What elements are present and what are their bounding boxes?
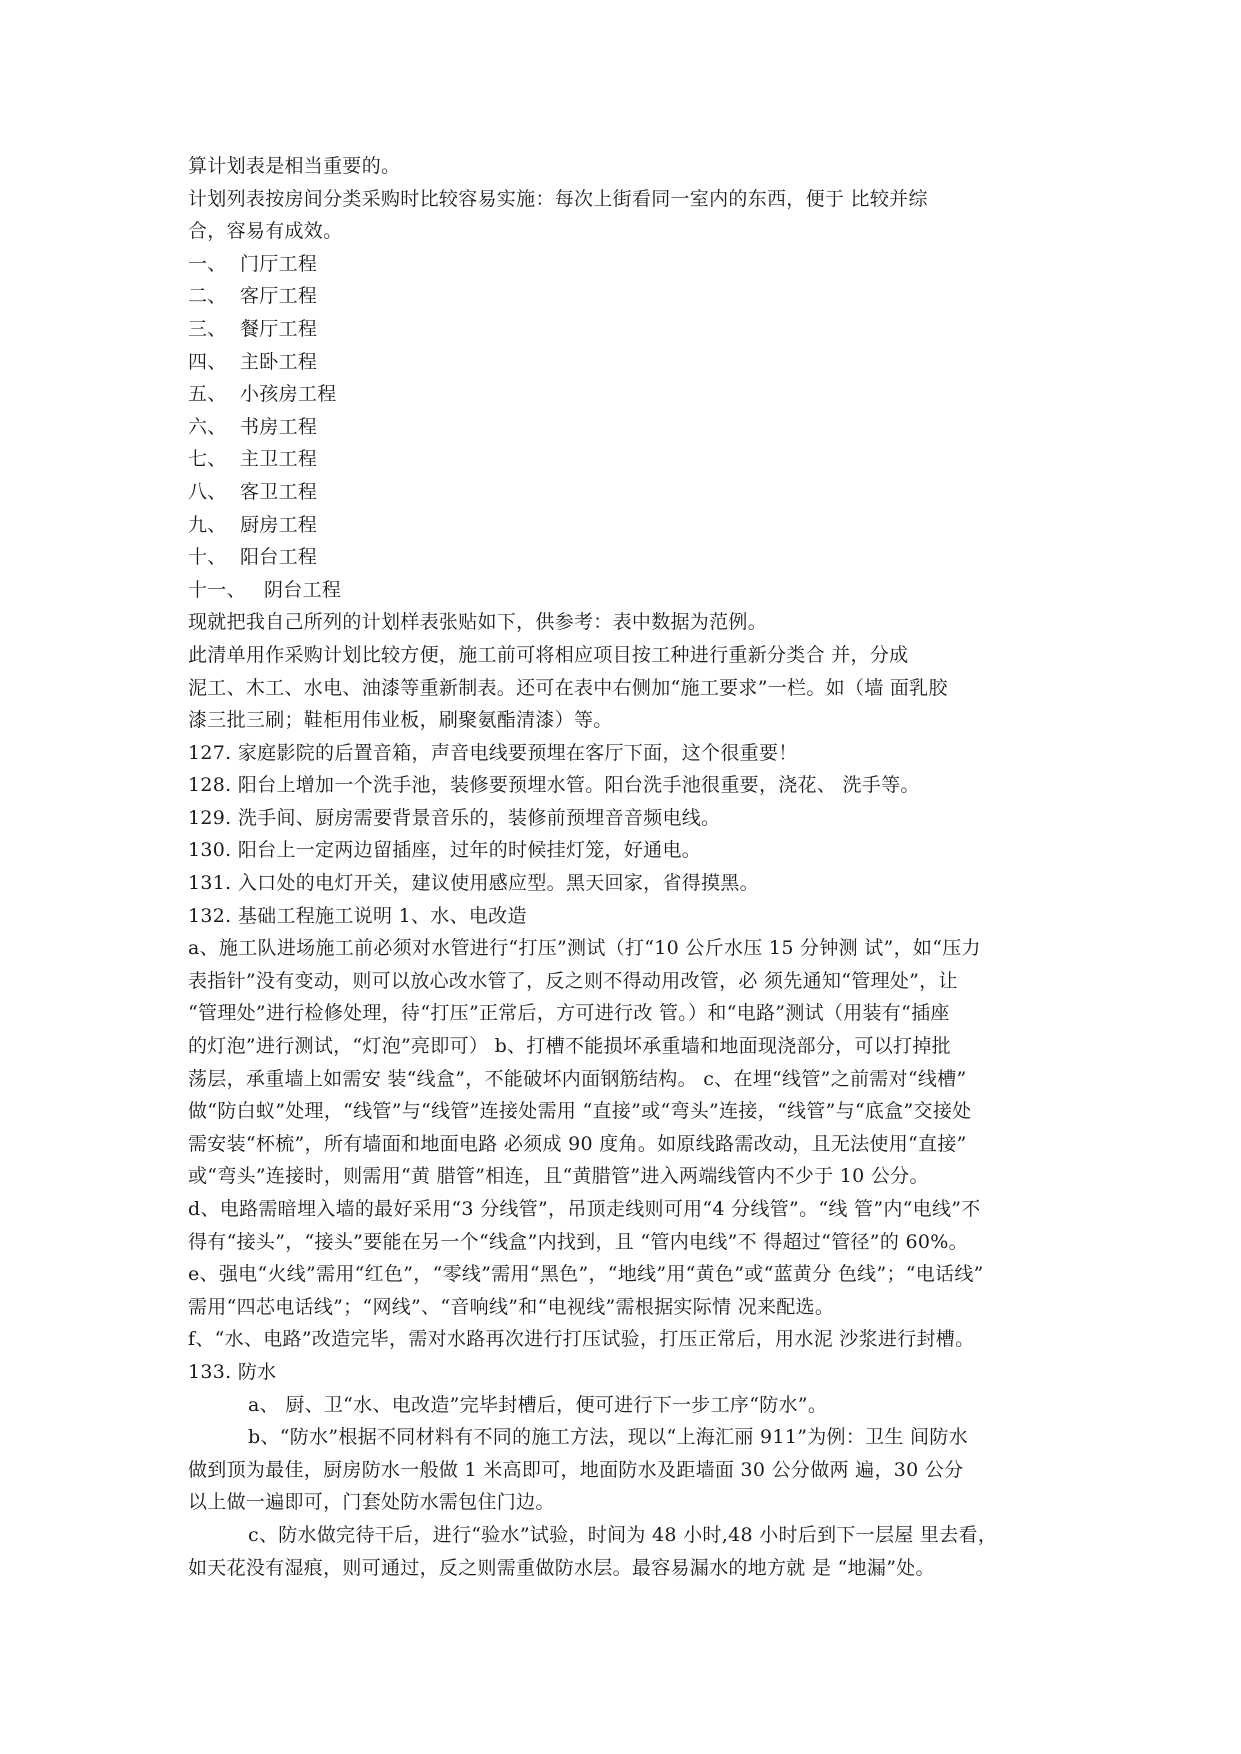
section-d-line: 得有“接头”，“接头”要能在另一个“线盒”内找到，且 “管内电线”不 得超过“管径”的 60%。 [188,1230,968,1253]
intro-paragraph: 此清单用作采购计划比较方便，施工前可将相应项目按工种进行重新分类合 并，分成 [188,643,909,666]
waterproof-b: 做到顶为最佳，厨房防水一般做 1 米高即可，地面防水及距墙面 30 公分做两 遍，30 公分 [188,1458,964,1481]
intro-paragraph: 漆三批三刷；鞋柜用伟业板，刷聚氨酯清漆）等。 [188,709,613,732]
project-number: 四、 [188,350,227,373]
tip-127: 127. 家庭影院的后置音箱，声音电线要预埋在客厅下面，这个很重要！ [188,741,798,764]
project-item [188,411,1063,444]
section-f-line: f、“水、电路”改造完毕，需对水路再次进行打压试验，打压正常后，用水泥 沙浆进行封槽。 [188,1328,975,1351]
section-e-line: 需用“四芯电话线”；“网线”、“音响线”和“电视线”需根据实际情 况来配选。 [188,1295,835,1318]
section-e-line: e、强电“火线”需用“红色”，“零线”需用“黑色”，“地线”用“黄色”或“蓝黄分 色线”；“电话线” [188,1263,984,1286]
project-label: 厨房工程 [240,513,318,536]
project-item [188,280,1063,313]
waterproof-a: a、 厨、卫“水、电改造”完毕封槽后，便可进行下一步工序“防水”。 [248,1393,828,1416]
project-number: 九、 [188,513,227,536]
project-label: 主卫工程 [240,448,318,471]
project-item [188,313,1063,346]
tip-132: 132. 基础工程施工说明 1、水、电改造 [188,904,527,927]
project-label: 餐厅工程 [240,317,318,340]
text-line: 合，容易有成效。 [188,220,343,243]
project-label: 门厅工程 [240,252,318,275]
project-label: 客厅工程 [240,285,318,308]
section-a-line: 或“弯头”连接时，则需用“黄 腊管”相连，且“黄腊管”进入两端线管内不少于 10 公分。 [188,1165,929,1188]
project-label: 阴台工程 [264,578,342,601]
project-label: 阳台工程 [240,546,318,569]
section-a-line: a、施工队进场施工前必须对水管进行“打压”测试（打“10 公斤水压 15 分钟测 试”，如“压力 [188,937,981,960]
section-a-line: “管理处”进行检修处理，待“打压”正常后，方可进行改 管。）和“电路”测试（用装有“插座 [188,1002,950,1025]
waterproof-b: 以上做一遍即可，门套处防水需包住门边。 [188,1491,555,1514]
project-item [188,378,1063,411]
text-line: 计划列表按房间分类采购时比较容易实施：每次上街看同一室内的东西，便于 比较并综 [188,187,928,210]
tip-129: 129. 洗手间、厨房需要背景音乐的，装修前预埋音音频电线。 [188,806,721,829]
project-number: 八、 [188,480,227,503]
project-label: 客卫工程 [240,480,318,503]
project-item [188,248,1063,281]
project-label: 主卧工程 [240,350,318,373]
project-item [188,476,1063,509]
project-number: 六、 [188,415,227,438]
section-a-line: 做“防白蚁”处理，“线管”与“线管”连接处需用 “直接”或“弯头”连接，“线管”与“底盒”交接处 [188,1100,972,1123]
intro-paragraph: 泥工、木工、水电、油漆等重新制表。还可在表中右侧加“施工要求”一栏。如（墙 面乳胶 [188,676,948,699]
project-label: 小孩房工程 [240,383,337,406]
project-number: 五、 [188,383,227,406]
project-number: 一、 [188,252,227,275]
project-label: 书房工程 [240,415,318,438]
project-number: 十、 [188,546,227,569]
text-line: 算计划表是相当重要的。 [188,155,401,177]
project-item [188,574,1063,607]
section-a-line: 的灯泡”进行测试，“灯泡”亮即可） b、打槽不能损坏承重墙和地面现浇部分，可以打掉批 [188,1035,951,1058]
section-d-line: d、电路需暗埋入墙的最好采用“3 分线管”，吊顶走线则可用“4 分线管”。“线 管”内“电线”不 [188,1198,981,1220]
waterproof-c: 如天花没有湿痕，则可通过，反之则需重做防水层。最容易漏水的地方就 是 “地漏”处。 [188,1556,935,1579]
project-item [188,541,1063,574]
project-item [188,346,1063,379]
section-a-line: 需安装“杯梳”，所有墙面和地面电路 必须成 90 度角。如原线路需改动，且无法使用“直接” [188,1132,967,1155]
project-number: 二、 [188,285,227,308]
project-number: 三、 [188,317,227,340]
document-page [188,150,1063,1584]
section-a-line: 荡层，承重墙上如需安 装“线盒”，不能破坏内面钢筋结构。 c、在埋“线管”之前需对“线槽” [188,1067,967,1090]
project-number: 十一、 [188,578,246,601]
waterproof-b: b、“防水”根据不同材料有不同的施工方法，现以“上海汇丽 911”为例：卫生 间防水 [248,1426,968,1449]
section-a-line: 表指针”没有变动，则可以放心改水管了，反之则不得动用改管，必 须先通知“管理处”，让 [188,969,958,992]
project-item [188,509,1063,542]
intro-paragraph: 现就把我自己所列的计划样表张贴如下，供参考：表中数据为范例。 [188,611,768,634]
tip-131: 131. 入口处的电灯开关，建议使用感应型。黑天回家，省得摸黑。 [188,872,759,895]
tip-130: 130. 阳台上一定两边留插座，过年的时候挂灯笼，好通电。 [188,839,702,862]
project-number: 七、 [188,448,227,471]
tip-133: 133. 防水 [188,1360,277,1383]
waterproof-c: c、防水做完待干后，进行“验水”试验，时间为 48 小时,48 小时后到下一层屋 里去看， [248,1523,998,1546]
project-item [188,443,1063,476]
tip-128: 128. 阳台上增加一个洗手池，装修要预埋水管。阳台洗手池很重要，浇花、 洗手等。 [188,774,920,797]
